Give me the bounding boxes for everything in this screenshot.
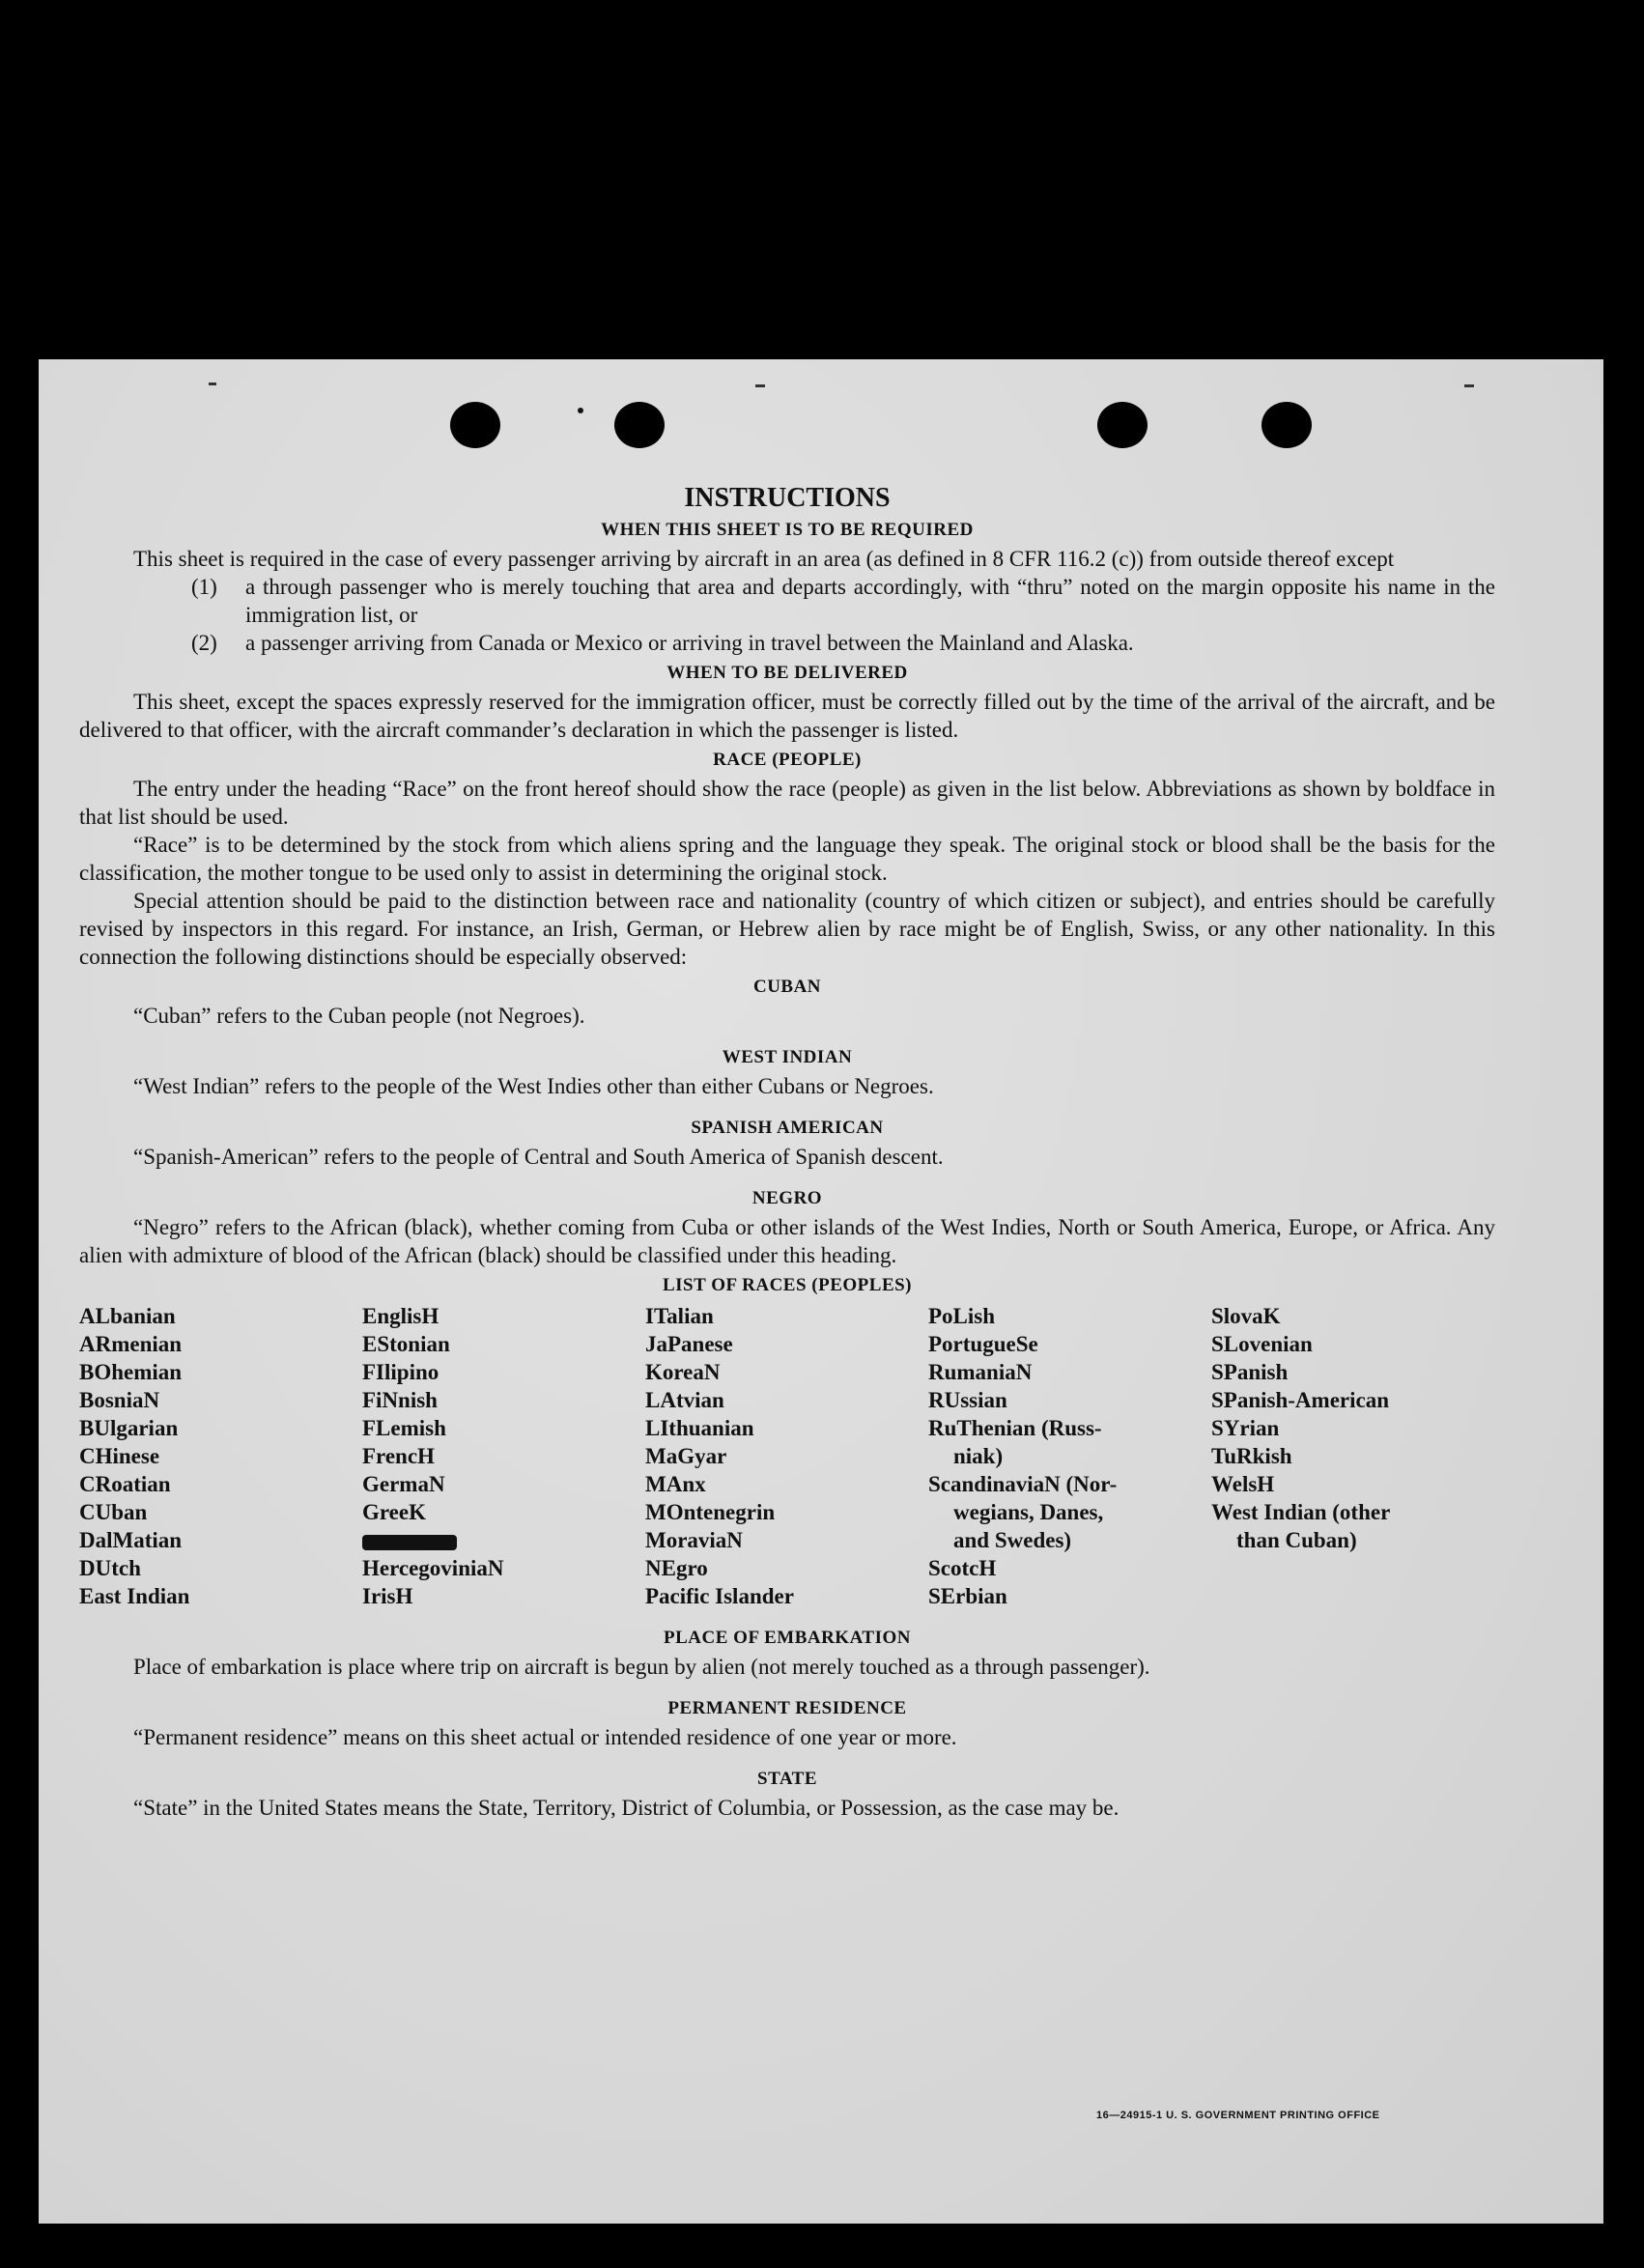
race-item: MaGyar — [645, 1444, 727, 1468]
item-text: a through passenger who is merely touching that area and departs accordingly, with “thru” noted on the margin opposite his name in the immigration list, or — [245, 575, 1495, 627]
punch-hole — [614, 402, 665, 448]
race-item: BOhemian — [79, 1360, 183, 1384]
paragraph: This sheet, except the spaces expressly reserved for the immigration officer, must be correctly filled out by the time of the arrival of the aircraft, and be delivered to that officer, with the aircraft commander’s declaration in which the passenger is listed. — [79, 690, 1495, 742]
race-item: CRoatian — [79, 1472, 171, 1496]
race-item: GreeK — [362, 1500, 426, 1524]
race-item: PoLish — [928, 1304, 996, 1328]
item-number: (1) — [191, 575, 217, 599]
paragraph: This sheet is required in the case of every passenger arriving by aircraft in an area (as defined in 8 CFR 116.2 (c)) from outside thereof except — [133, 547, 1395, 571]
race-item: ScotcH — [928, 1556, 997, 1580]
race-list — [79, 1302, 1495, 1610]
race-item: FrencH — [362, 1444, 435, 1468]
race-item: HercegoviniaN — [362, 1556, 504, 1580]
race-item-continued: than Cuban) — [1236, 1528, 1357, 1552]
race-item: WelsH — [1211, 1472, 1275, 1496]
race-item: ARmenian — [79, 1332, 183, 1356]
speck — [755, 384, 765, 387]
printer-imprint: 16—24915-1 U. S. GOVERNMENT PRINTING OFFICE — [1096, 2110, 1380, 2121]
race-item: SYrian — [1211, 1416, 1280, 1440]
race-item: JaPanese — [645, 1332, 733, 1356]
paragraph: “Race” is to be determined by the stock from which aliens spring and the language they speak. The original stock or blood shall be the basis for the classification, the mother tongue to be used only to assist in determining the original stock. — [79, 833, 1495, 885]
race-item: SLovenian — [1211, 1332, 1313, 1356]
race-item: SlovaK — [1211, 1304, 1281, 1328]
race-item: LAtvian — [645, 1388, 724, 1412]
race-column — [645, 1302, 928, 1610]
race-item: PortugueSe — [928, 1332, 1038, 1356]
list-item — [191, 629, 1495, 657]
section-heading: CUBAN — [752, 977, 822, 997]
list-item — [191, 573, 1495, 629]
race-item: FIlipino — [362, 1360, 439, 1384]
page-title: INSTRUCTIONS — [684, 483, 891, 513]
instructions-content — [79, 483, 1495, 1822]
section-heading: WHEN TO BE DELIVERED — [666, 663, 908, 683]
race-item: RUssian — [928, 1388, 1007, 1412]
redacted-entry — [362, 1526, 645, 1554]
race-item: SPanish — [1211, 1360, 1289, 1384]
race-item: ALbanian — [79, 1304, 176, 1328]
race-column — [928, 1302, 1211, 1610]
section-heading: NEGRO — [751, 1188, 823, 1208]
paragraph: “Spanish-American” refers to the people of Central and South America of Spanish descent. — [133, 1145, 944, 1169]
race-column — [1211, 1302, 1494, 1610]
race-item: NEgro — [645, 1556, 708, 1580]
item-text: a passenger arriving from Canada or Mexico or arriving in travel between the Mainland and Alaska. — [245, 631, 1134, 655]
race-item: MoraviaN — [645, 1528, 743, 1552]
race-item: SErbian — [928, 1584, 1007, 1608]
race-item: KoreaN — [645, 1360, 721, 1384]
race-item: Pacific Islander — [645, 1584, 794, 1608]
race-item: CUban — [79, 1500, 148, 1524]
punch-hole — [1097, 402, 1148, 448]
section-heading: PERMANENT RESIDENCE — [667, 1698, 907, 1718]
race-item: CHinese — [79, 1444, 160, 1468]
item-number: (2) — [191, 631, 217, 655]
section-heading: STATE — [757, 1769, 817, 1789]
race-item-continued: niak) — [953, 1444, 1004, 1468]
race-item: FiNnish — [362, 1388, 438, 1412]
section-heading: LIST OF RACES (PEOPLES) — [662, 1275, 913, 1295]
paragraph: “West Indian” refers to the people of the West Indies other than either Cubans or Negroes. — [133, 1074, 934, 1098]
document-sheet — [39, 359, 1603, 2224]
race-item: DalMatian — [79, 1528, 183, 1552]
race-item: IrisH — [362, 1584, 413, 1608]
race-item: BosniaN — [79, 1388, 160, 1412]
paragraph: Special attention should be paid to the distinction between race and nationality (country of which citizen or subject), and entries should be carefully revised by inspectors in this regard. For instance, an Irish, German, or Hebrew alien by race might be of English, Swiss, or any other nationality. In this connection the following distinctions should be especially observed: — [79, 889, 1495, 969]
race-item: EnglisH — [362, 1304, 439, 1328]
section-heading: WHEN THIS SHEET IS TO BE REQUIRED — [601, 520, 974, 540]
race-item: East Indian — [79, 1584, 190, 1608]
race-item: West Indian (other — [1211, 1500, 1391, 1524]
race-item: ITalian — [645, 1304, 714, 1328]
race-item: ScandinaviaN (Nor- — [928, 1472, 1118, 1496]
section-heading: WEST INDIAN — [722, 1047, 853, 1067]
redaction-mark — [362, 1535, 457, 1550]
paragraph: The entry under the heading “Race” on the front hereof should show the race (people) as given in the list below. Abbreviations as shown by boldface in that list should be used. — [79, 777, 1495, 829]
section-heading: RACE (PEOPLE) — [713, 750, 862, 770]
punch-hole — [1261, 402, 1312, 448]
punch-hole — [450, 402, 500, 448]
speck — [209, 383, 216, 385]
race-item: DUtch — [79, 1556, 141, 1580]
race-item: TuRkish — [1211, 1444, 1292, 1468]
race-item-continued: and Swedes) — [953, 1528, 1072, 1552]
paragraph: “Permanent residence” means on this sheet actual or intended residence of one year or more. — [133, 1725, 957, 1749]
race-item: BUlgarian — [79, 1416, 179, 1440]
race-item: FLemish — [362, 1416, 446, 1440]
section-heading: PLACE OF EMBARKATION — [664, 1628, 911, 1648]
race-item: EStonian — [362, 1332, 450, 1356]
race-item: RumaniaN — [928, 1360, 1033, 1384]
paragraph: “State” in the United States means the State, Territory, District of Columbia, or Possession, as the case may be. — [133, 1796, 1120, 1820]
race-item: LIthuanian — [645, 1416, 754, 1440]
section-heading: SPANISH AMERICAN — [691, 1118, 884, 1138]
race-item: MAnx — [645, 1472, 706, 1496]
race-item: SPanish-American — [1211, 1388, 1389, 1412]
speck — [578, 408, 583, 413]
paragraph: Place of embarkation is place where trip on aircraft is begun by alien (not merely touched as a through passenger). — [133, 1655, 1150, 1679]
race-item: RuThenian (Russ- — [928, 1416, 1102, 1440]
race-item: MOntenegrin — [645, 1500, 776, 1524]
speck — [1464, 384, 1474, 387]
paragraph: “Negro” refers to the African (black), whether coming from Cuba or other islands of the West Indies, North or South America, Europe, or Africa. Any alien with admixture of blood of the African (black) should be classified under this heading. — [79, 1215, 1495, 1267]
race-column — [362, 1302, 645, 1610]
race-item: GermaN — [362, 1472, 445, 1496]
race-column — [79, 1302, 362, 1610]
paragraph: “Cuban” refers to the Cuban people (not Negroes). — [133, 1004, 585, 1028]
race-item-continued: wegians, Danes, — [953, 1500, 1104, 1524]
